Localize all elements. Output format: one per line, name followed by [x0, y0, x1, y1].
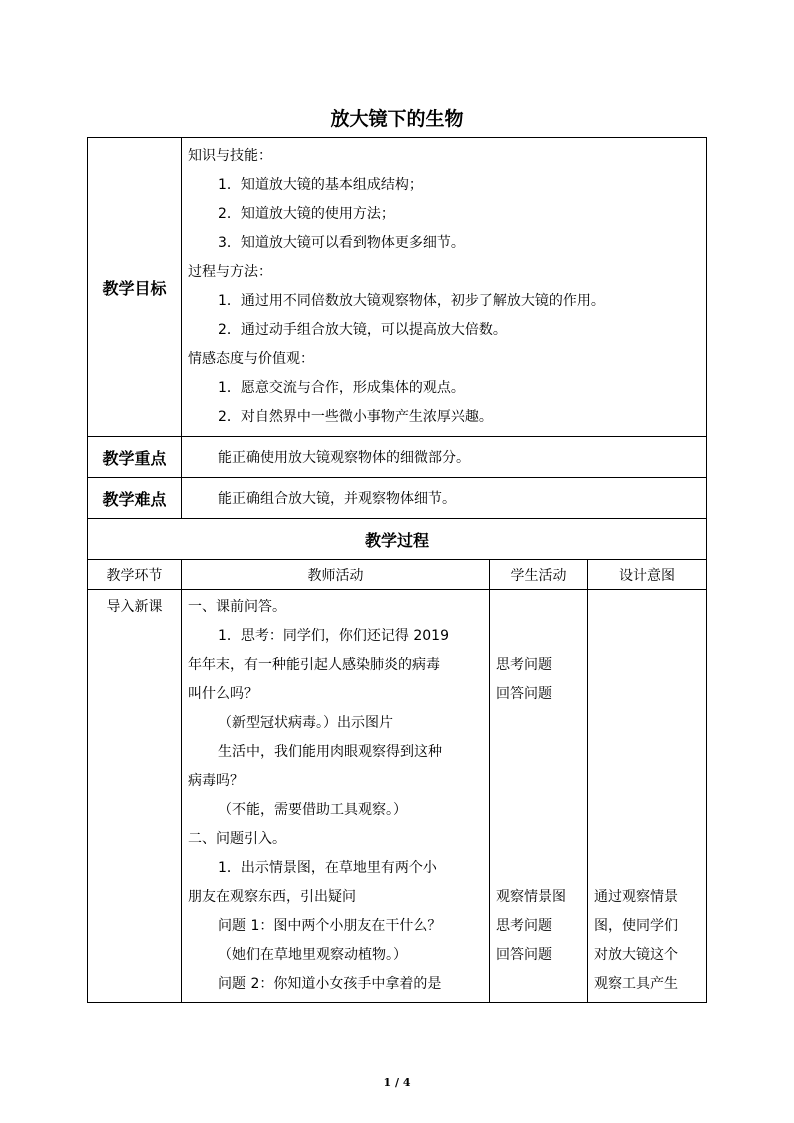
lesson-plan-table — [87, 137, 707, 1003]
process-header-row — [88, 560, 707, 590]
design-line — [594, 854, 700, 883]
student-line: 观察情景图 — [496, 889, 566, 905]
teacher-line: 二、问题引入。 — [188, 831, 286, 847]
key-point-text: 能正确使用放大镜观察物体的细微部分。 — [182, 437, 707, 478]
design-line — [594, 738, 700, 767]
student-line — [496, 738, 581, 767]
teacher-line: （不能，需要借助工具观察。） — [218, 802, 407, 818]
teacher-line: 1．思考：同学们，你们还记得 2019 — [218, 628, 449, 644]
student-line — [496, 593, 581, 622]
process-title-row — [88, 519, 707, 560]
goals-label: 教学目标 — [88, 138, 182, 437]
teacher-line: 朋友在观察东西，引出疑问 — [188, 889, 356, 905]
stage-text: 导入新课 — [106, 599, 163, 615]
teacher-activity-cell — [182, 590, 490, 1003]
student-line: 思考问题 — [496, 657, 552, 673]
goal-line: 过程与方法： — [188, 264, 272, 280]
design-line: 通过观察情景 — [594, 889, 678, 905]
teacher-line: 叫什么吗？ — [188, 686, 258, 702]
teacher-line: （新型冠状病毒。）出示图片 — [218, 715, 393, 731]
design-intent-cell — [588, 590, 707, 1003]
design-line: 图，使同学们 — [594, 918, 678, 934]
teacher-line: 一、课前问答。 — [188, 599, 286, 615]
student-line — [496, 796, 581, 825]
goal-line: 1．通过用不同倍数放大镜观察物体，初步了解放大镜的作用。 — [218, 293, 605, 309]
design-line — [594, 825, 700, 854]
teacher-line: 问题 1：图中两个小朋友在干什么？ — [218, 918, 442, 934]
design-line — [594, 593, 700, 622]
design-line — [594, 767, 700, 796]
goal-line: 1．愿意交流与合作，形成集体的观点。 — [218, 380, 465, 396]
header-student: 学生活动 — [490, 560, 588, 590]
page-title: 放大镜下的生物 — [330, 108, 464, 130]
stage-cell — [88, 590, 182, 1003]
design-line: 观察工具产生 — [594, 976, 678, 992]
teacher-line: （她们在草地里观察动植物。） — [218, 947, 407, 963]
teacher-line: 病毒吗？ — [188, 773, 244, 789]
goal-line: 2．知道放大镜的使用方法； — [218, 206, 395, 222]
student-line — [496, 767, 581, 796]
goal-line: 1．知道放大镜的基本组成结构； — [218, 177, 423, 193]
process-title: 教学过程 — [88, 519, 707, 560]
header-stage: 教学环节 — [88, 560, 182, 590]
difficulty-row — [88, 478, 707, 519]
goals-row — [88, 138, 707, 437]
teacher-line: 生活中，我们能用肉眼观察得到这种 — [218, 744, 442, 760]
student-line — [496, 622, 581, 651]
teacher-line: 问题 2：你知道小女孩手中拿着的是 — [218, 976, 442, 992]
header-teacher: 教师活动 — [182, 560, 490, 590]
key-point-row — [88, 437, 707, 478]
student-line — [496, 825, 581, 854]
page-number: 1 / 4 — [383, 1076, 411, 1089]
goal-line: 2．对自然界中一些微小事物产生浓厚兴趣。 — [218, 409, 493, 425]
teacher-line: 1．出示情景图，在草地里有两个小 — [218, 860, 437, 876]
student-line — [496, 709, 581, 738]
student-line — [496, 854, 581, 883]
design-line — [594, 651, 700, 680]
student-line: 回答问题 — [496, 947, 552, 963]
goal-line: 知识与技能： — [188, 148, 272, 164]
difficulty-text: 能正确组合放大镜，并观察物体细节。 — [182, 478, 707, 519]
key-point-label: 教学重点 — [88, 437, 182, 478]
process-row — [88, 590, 707, 1003]
teacher-line: 年年末，有一种能引起人感染肺炎的病毒 — [188, 657, 440, 673]
design-line — [594, 622, 700, 651]
design-line — [594, 796, 700, 825]
student-line: 回答问题 — [496, 686, 552, 702]
student-line: 思考问题 — [496, 918, 552, 934]
goal-line: 2．通过动手组合放大镜，可以提高放大倍数。 — [218, 322, 507, 338]
difficulty-label: 教学难点 — [88, 478, 182, 519]
goals-content — [182, 138, 707, 437]
design-line: 对放大镜这个 — [594, 947, 678, 963]
design-line — [594, 680, 700, 709]
goal-line: 3．知道放大镜可以看到物体更多细节。 — [218, 235, 465, 251]
design-line — [594, 709, 700, 738]
goal-line: 情感态度与价值观： — [188, 351, 314, 367]
student-activity-cell — [490, 590, 588, 1003]
student-line — [496, 970, 581, 999]
header-design: 设计意图 — [588, 560, 707, 590]
